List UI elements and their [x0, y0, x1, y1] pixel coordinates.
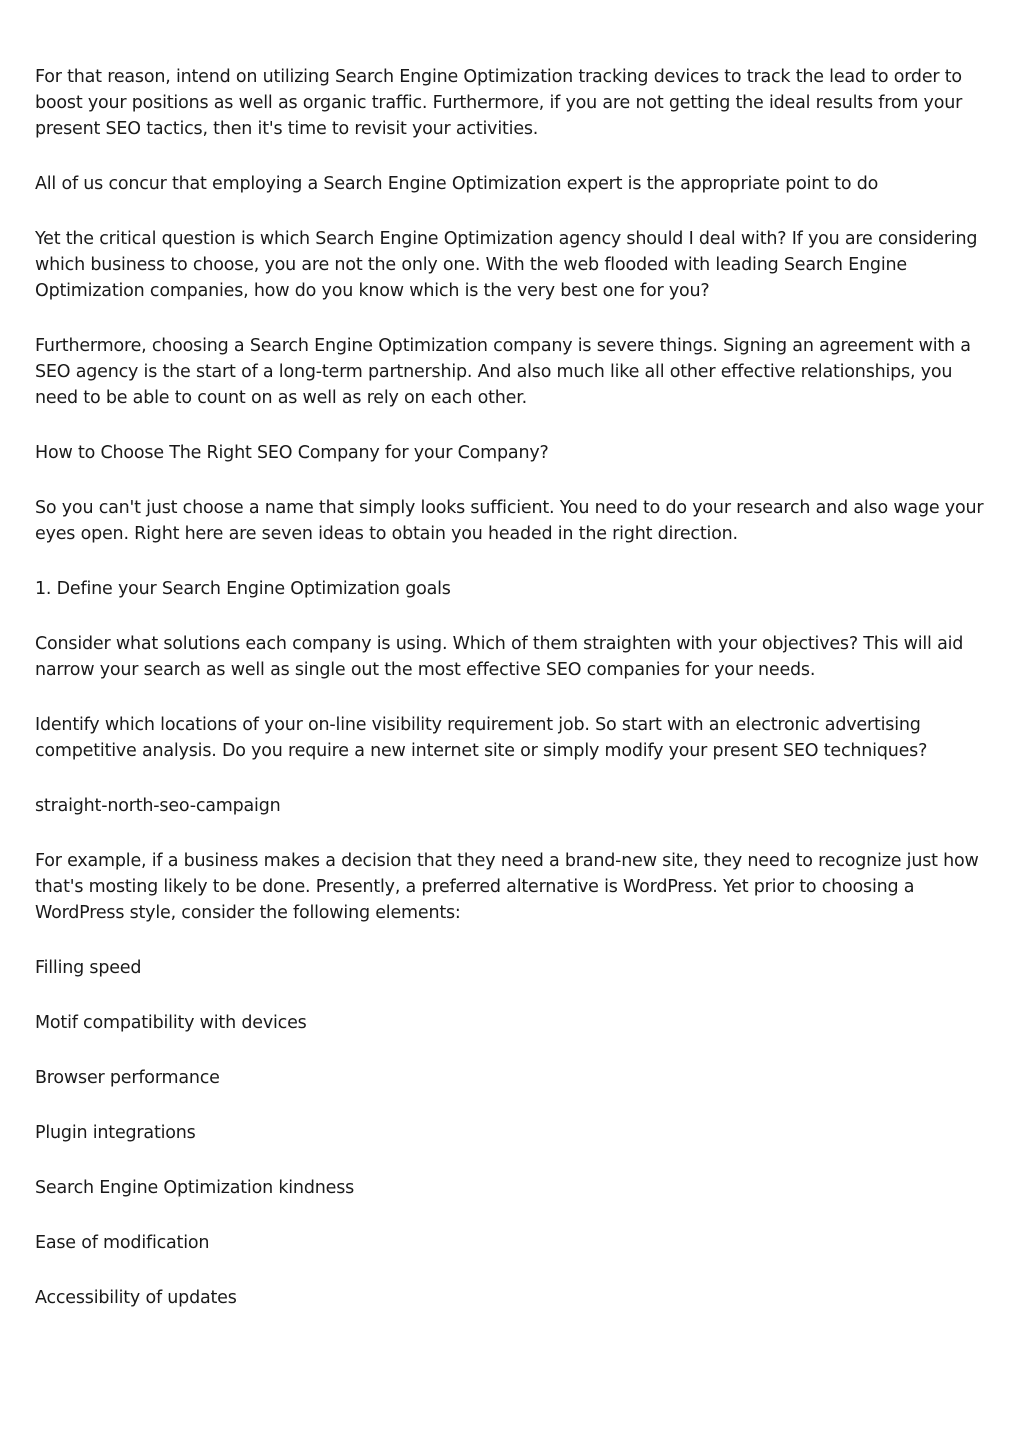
paragraph-online-visibility: Identify which locations of your on-line visibility requirement job. So start with an electronic advertising competitive analysis. Do you require a new internet site or simply modify your present SEO techniques?	[35, 715, 928, 761]
paragraph-tracking: For that reason, intend on utilizing Search Engine Optimization tracking devices to track the lead to order to boost your positions as well as organic traffic. Furthermore, if you are not getting the ideal results from your present SEO tactics, then it's time to revisit your activities.	[35, 67, 963, 139]
paragraph-critical-question: Yet the critical question is which Search Engine Optimization agency should I deal with? If you are considering which business to choose, you are not the only one. With the web flooded with leading Search Engine Optimization companies, how do you know which is the very best one for you?	[35, 229, 978, 301]
document-body	[35, 64, 995, 1340]
list-item: Browser performance	[35, 1068, 220, 1088]
list-item: Search Engine Optimization kindness	[35, 1178, 355, 1198]
paragraph-partnership: Furthermore, choosing a Search Engine Optimization company is severe things. Signing an agreement with a SEO agency is the start of a long-term partnership. And also much like all other effective relationships, you need to be able to count on as well as rely on each other.	[35, 336, 971, 408]
paragraph-solutions: Consider what solutions each company is using. Which of them straighten with your objectives? This will aid narrow your search as well as single out the most effective SEO companies for your needs.	[35, 634, 964, 680]
paragraph-research: So you can't just choose a name that simply looks sufficient. You need to do your research and also wage your eyes open. Right here are seven ideas to obtain you headed in the right direction.	[35, 498, 984, 544]
list-item: Motif compatibility with devices	[35, 1013, 307, 1033]
list-item: Ease of modification	[35, 1233, 210, 1253]
section-heading-choose-company: How to Choose The Right SEO Company for your Company?	[35, 443, 549, 463]
list-item: Plugin integrations	[35, 1123, 196, 1143]
paragraph-wordpress: For example, if a business makes a decision that they need a brand-new site, they need to recognize just how that's mosting likely to be done. Presently, a preferred alternative is WordPress. Yet prior to choosing a WordPress style, consider the following elements:	[35, 851, 979, 923]
list-item: Accessibility of updates	[35, 1288, 237, 1308]
image-caption: straight-north-seo-campaign	[35, 796, 281, 816]
paragraph-hiring-expert: All of us concur that employing a Search Engine Optimization expert is the appropriate point to do	[35, 174, 879, 194]
section-heading-define-goals: 1. Define your Search Engine Optimization goals	[35, 579, 451, 599]
list-item: Filling speed	[35, 958, 142, 978]
